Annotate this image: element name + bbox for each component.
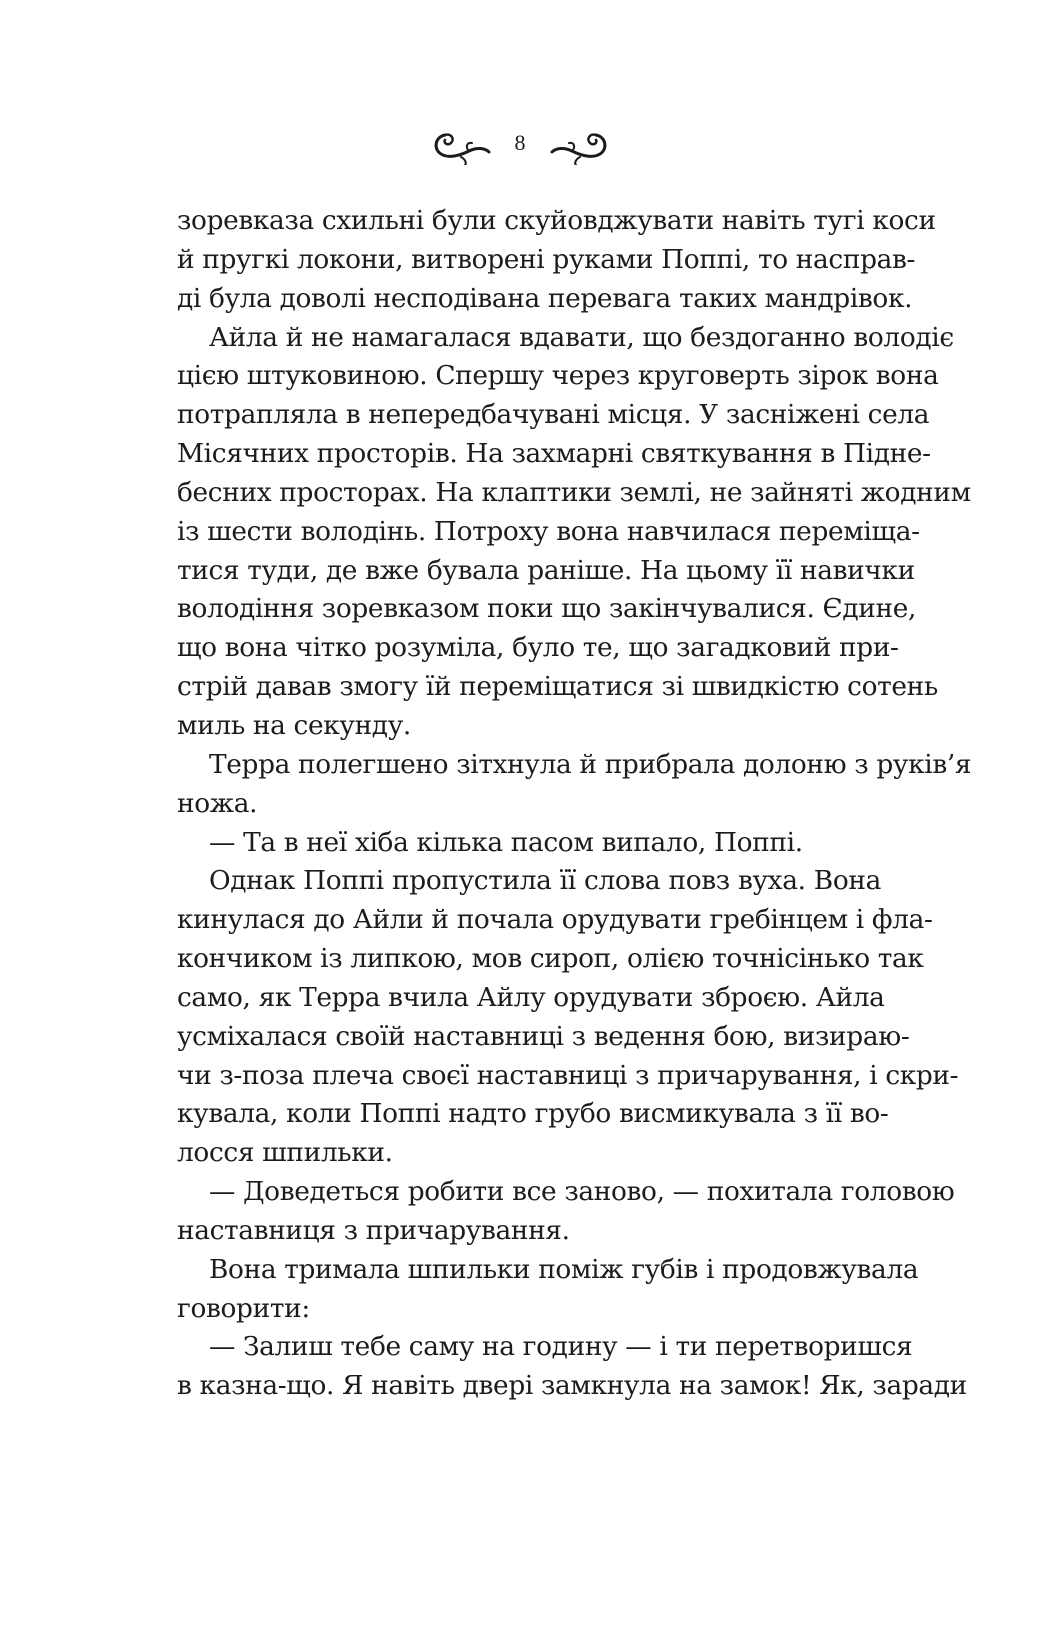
text-line: кинулася до Айли й почала орудувати гребінцем і фла-	[177, 904, 933, 936]
text-line: Однак Поппі пропустила її слова повз вуха. Вона	[209, 865, 881, 897]
body-text	[177, 202, 972, 1406]
text-line: в казна-що. Я навіть двері замкнула на замок! Як, заради	[177, 1370, 967, 1402]
text-line: володіння зоревказом поки що закінчувалися. Єдине,	[177, 593, 917, 625]
page-header	[0, 118, 1040, 168]
flourish-ornament-left-icon	[431, 121, 493, 165]
text-line: чи з-поза плеча своєї наставниці з причарування, і скри-	[177, 1059, 959, 1091]
text-line: що вона чітко розуміла, було те, що загадковий при-	[177, 632, 899, 664]
text-line: бесних просторах. На клаптики землі, не зайняті жодним	[177, 476, 971, 508]
text-line: Місячних просторів. На захмарні святкування в Підне-	[177, 438, 931, 470]
text-line: потрапляла в непередбачувані місця. У засніжені села	[177, 399, 930, 431]
text-line: тися туди, де вже бувала раніше. На цьому її навички	[177, 554, 915, 586]
text-line: Айла й не намагалася вдавати, що бездоганно володіє	[209, 321, 954, 353]
text-line: говорити:	[177, 1292, 310, 1324]
text-line: — Та в неї хіба кілька пасом випало, Поппі.	[209, 826, 803, 858]
text-line: — Залиш тебе саму на годину — і ти перетворишся	[209, 1331, 913, 1363]
text-line: лосся шпильки.	[177, 1137, 393, 1169]
text-line: стрій давав змогу їй переміщатися зі швидкістю сотень	[177, 671, 938, 703]
text-line: кончиком із липкою, мов сироп, олією точнісінько так	[177, 943, 924, 975]
text-line: Вона тримала шпильки поміж губів і продовжувала	[209, 1253, 919, 1285]
text-line: само, як Терра вчила Айлу орудувати зброєю. Айла	[177, 981, 885, 1013]
text-line: цією штуковиною. Спершу через круговерть зірок вона	[177, 360, 939, 392]
text-line: миль на секунду.	[177, 709, 411, 741]
text-line: зоревказа схильні були скуйовджувати навіть тугі коси	[177, 205, 936, 236]
text-line: й пругкі локони, витворені руками Поппі, то насправ-	[177, 243, 916, 275]
text-line: ді була доволі несподівана перевага таких мандрівок.	[177, 282, 913, 314]
text-line: кувала, коли Поппі надто грубо висмикувала з її во-	[177, 1098, 889, 1130]
page-number: 8	[514, 130, 526, 155]
text-line: — Доведеться робити все заново, — похитала головою	[209, 1176, 955, 1208]
text-line: наставниця з причарування.	[177, 1214, 570, 1246]
text-line: Терра полегшено зітхнула й прибрала долоню з руків’я	[209, 748, 972, 780]
text-line: ножа.	[177, 787, 258, 819]
text-line: усміхалася своїй наставниці з ведення бою, визираю-	[177, 1020, 910, 1052]
text-line: із шести володінь. Потроху вона навчилася переміща-	[177, 515, 920, 547]
flourish-ornament-right-icon	[548, 121, 610, 165]
